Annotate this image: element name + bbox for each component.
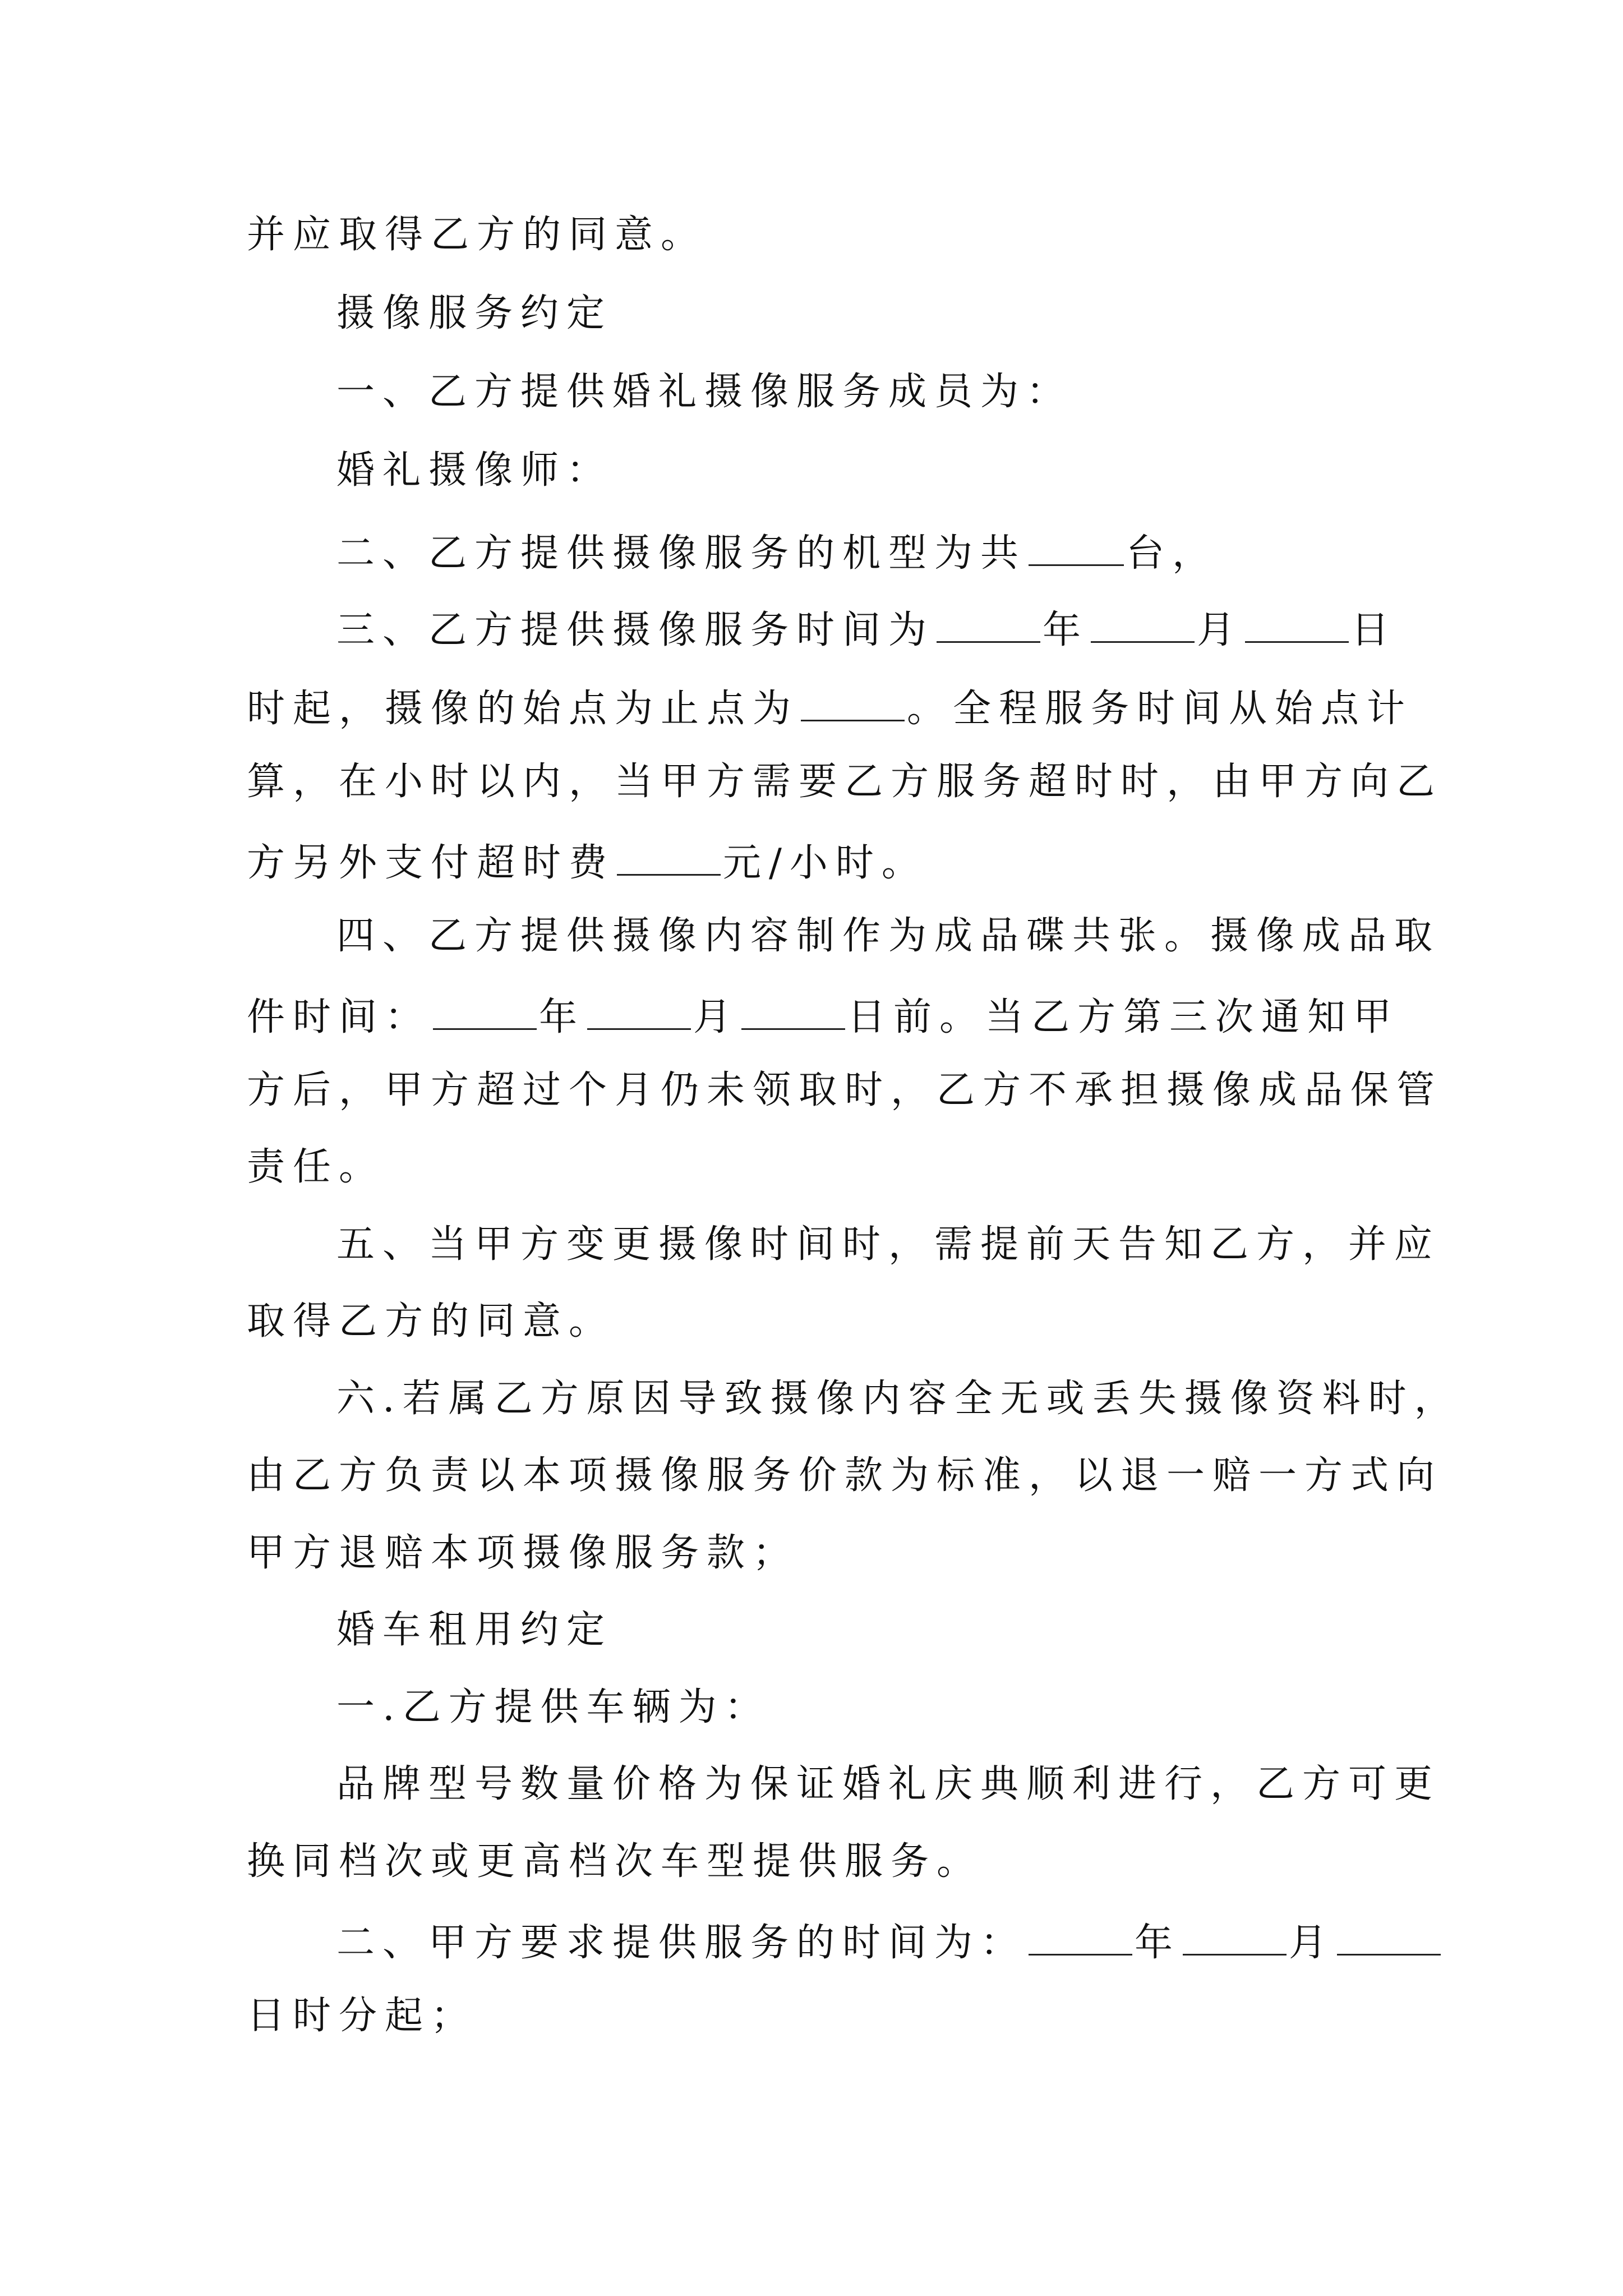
text-line: [247, 1839, 983, 1884]
fill-in-blank[interactable]: [1029, 1920, 1132, 1955]
text-line: [336, 1685, 771, 1729]
text-line: [247, 1994, 477, 2038]
text-run: 责任。: [247, 1145, 385, 1189]
fill-in-blank[interactable]: [587, 994, 691, 1030]
text-line: [247, 994, 1400, 1040]
text-run: 方另外支付超时费: [247, 841, 615, 886]
text-run: 摄像服务约定: [336, 291, 613, 335]
section-heading-video: [336, 291, 613, 335]
fill-in-blank[interactable]: [801, 685, 905, 721]
text-run: 日前。当乙方第三次通知甲: [847, 995, 1400, 1040]
text-line: [336, 448, 613, 493]
text-run: 四、乙方提供摄像内容制作为成品碟共张。摄像成品取: [336, 914, 1441, 958]
text-run: 月: [1289, 1921, 1335, 1966]
text-run: 。全程服务时间从始点计: [907, 687, 1413, 731]
text-line: [336, 1762, 1441, 1806]
fill-in-blank[interactable]: [1029, 530, 1124, 566]
text-line: [336, 1920, 1443, 1966]
fill-in-blank[interactable]: [1245, 607, 1349, 643]
fill-in-blank[interactable]: [1183, 1920, 1287, 1955]
fill-in-blank[interactable]: [617, 840, 721, 876]
text-line: [247, 1068, 1443, 1112]
text-run: 三、乙方提供摄像服务时间为: [336, 608, 935, 653]
text-run: 月: [1197, 608, 1243, 653]
text-run: 年: [539, 995, 585, 1040]
text-run: 年: [1135, 1921, 1181, 1966]
text-line: [247, 760, 1443, 804]
text-line: [336, 914, 1441, 958]
text-line: [336, 1377, 1460, 1421]
text-run: 件时间：: [247, 995, 431, 1040]
fill-in-blank[interactable]: [741, 994, 845, 1030]
text-run: 算，在小时以内，当甲方需要乙方服务超时时，由甲方向乙: [247, 760, 1443, 804]
text-line: [247, 840, 928, 886]
text-run: 月: [693, 995, 740, 1040]
text-run: 一、乙方提供婚礼摄像服务成员为：: [336, 370, 1073, 414]
text-run: 年: [1043, 608, 1089, 653]
text-run: 婚车租用约定: [336, 1608, 613, 1652]
text-run: 日: [1351, 608, 1398, 653]
text-line: [247, 1453, 1443, 1498]
text-line: [247, 213, 707, 257]
text-run: 换同档次或更高档次车型提供服务。: [247, 1839, 983, 1884]
text-line: [336, 370, 1073, 414]
text-run: 时起，摄像的始点为止点为: [247, 687, 799, 731]
text-run: 二、乙方提供摄像服务的机型为共: [336, 531, 1027, 576]
text-run: 并应取得乙方的同意。: [247, 213, 707, 257]
text-run: 日时分起；: [247, 1994, 477, 2038]
text-run: 元/小时。: [723, 841, 928, 886]
text-run: 五、当甲方变更摄像时间时，需提前天告知乙方，并应: [336, 1222, 1441, 1267]
text-run: 台，: [1126, 531, 1219, 576]
text-line: [247, 685, 1413, 731]
text-line: [247, 1299, 615, 1343]
fill-in-blank[interactable]: [433, 994, 537, 1030]
text-run: 取得乙方的同意。: [247, 1299, 615, 1343]
text-line: [247, 1145, 385, 1189]
text-line: [336, 530, 1219, 576]
text-run: 甲方退赔本项摄像服务款；: [247, 1531, 799, 1575]
fill-in-blank[interactable]: [1091, 607, 1195, 643]
text-run: 品牌型号数量价格为保证婚礼庆典顺利进行，乙方可更: [336, 1762, 1441, 1806]
text-run: 由乙方负责以本项摄像服务价款为标准，以退一赔一方式向: [247, 1453, 1443, 1498]
text-run: 一.乙方提供车辆为：: [336, 1685, 771, 1729]
fill-in-blank[interactable]: [1337, 1920, 1441, 1955]
section-heading-car: [336, 1608, 613, 1652]
text-line: [336, 1222, 1441, 1267]
text-run: 六.若属乙方原因导致摄像内容全无或丢失摄像资料时，: [336, 1377, 1460, 1421]
text-line: [247, 1531, 799, 1575]
text-run: 方后，甲方超过个月仍未领取时，乙方不承担摄像成品保管: [247, 1068, 1443, 1112]
text-line: [336, 607, 1398, 653]
fill-in-blank[interactable]: [937, 607, 1040, 643]
text-run: 二、甲方要求提供服务的时间为：: [336, 1921, 1027, 1966]
text-run: 婚礼摄像师：: [336, 448, 613, 493]
